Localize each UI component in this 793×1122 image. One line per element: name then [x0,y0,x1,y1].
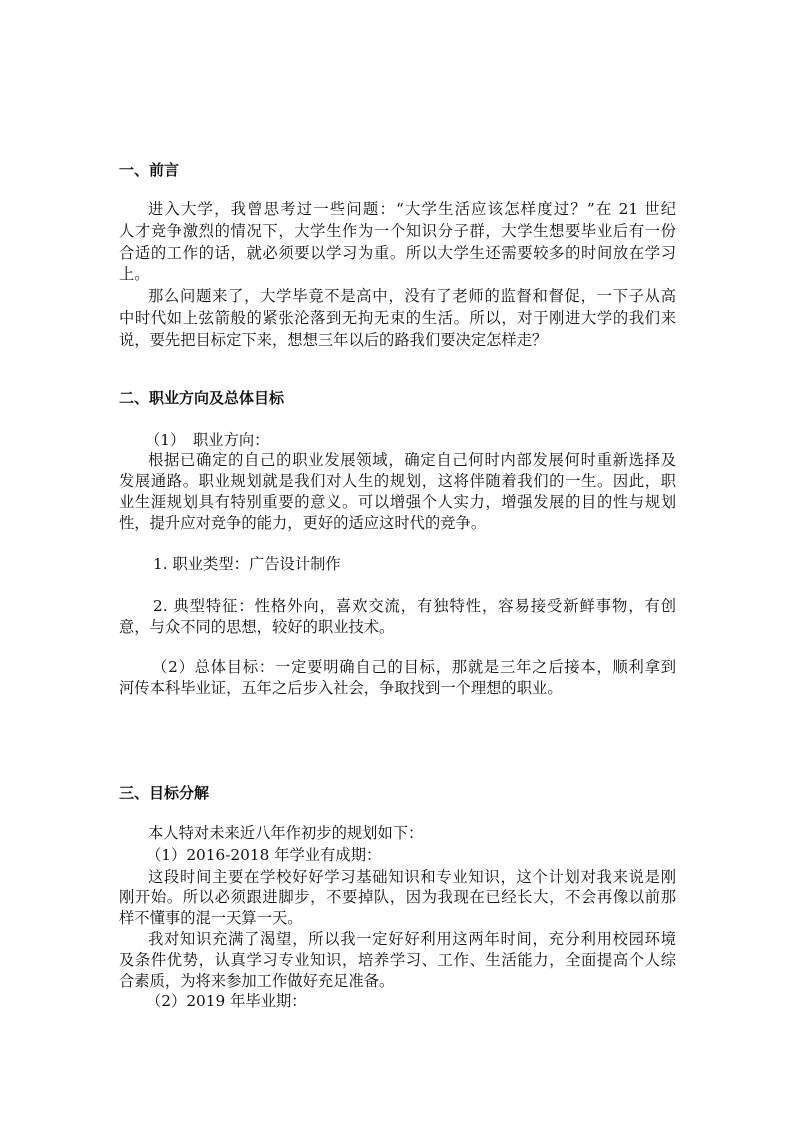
subheading: （2）2019 年毕业期： [146,992,307,1010]
paragraph-line: 业生涯规划具有特别重要的意义。可以增强个人实力，增强发展的目的性与规划 [119,493,676,511]
paragraph-line: 人才竞争激烈的情况下，大学生作为一个知识分子群，大学生想要毕业后有一份 [119,222,676,240]
paragraph-line: 说，要先把目标定下来，想想三年以后的路我们要决定怎样走？ [119,331,548,349]
paragraph-line: 进入大学，我曾思考过一些问题：“大学生活应该怎样度过？”在 21 世纪 [148,200,676,218]
subheading: （2）总体目标：一定要明确自己的目标，那就是三年之后接本，顺利拿到 [152,658,676,676]
paragraph-line: 根据已确定的自己的职业发展领域，确定自己何时内部发展何时重新选择及 [148,451,676,469]
paragraph-line: 河传本科毕业证，五年之后步入社会，争取找到一个理想的职业。 [119,679,563,697]
paragraph-line: 中时代如上弦箭般的紧张沦落到无拘无束的生活。所以，对于刚进大学的我们来 [119,309,676,327]
paragraph-line: 刚开始。所以必须跟进脚步，不要掉队，因为我现在已经长大，不会再像以前那 [119,888,676,906]
subheading: （1） 职业方向： [145,431,270,449]
paragraph-line: 上。 [119,265,150,283]
section-heading: 二、职业方向及总体目标 [119,389,285,407]
paragraph-line: 这段时间主要在学校好好学习基础知识和专业知识，这个计划对我来说是刚 [148,868,676,886]
paragraph-line: 我对知识充满了渴望，所以我一定好好利用这两年时间，充分利用校园环境 [148,930,676,948]
list-item: 2. 典型特征：性格外向，喜欢交流，有独特性，容易接受新鲜事物，有创 [153,597,676,615]
list-item-line: 意，与众不同的思想，较好的职业技术。 [119,618,395,636]
subheading: （1）2016-2018 年学业有成期： [146,846,382,864]
paragraph-line: 那么问题来了，大学毕竟不是高中，没有了老师的监督和督促，一下子从高 [148,287,676,305]
list-item: 1. 职业类型：广告设计制作 [153,555,341,573]
paragraph-line: 合适的工作的话，就必须要以学习为重。所以大学生还需要较多的时间放在学习 [119,244,676,262]
section-heading: 一、前言 [119,161,180,179]
paragraph-line: 合素质，为将来参加工作做好充足准备。 [119,972,395,990]
paragraph-line: 样不懂事的混一天算一天。 [119,909,303,927]
paragraph-line: 发展通路。职业规划就是我们对人生的规划，这将伴随着我们的一生。因此，职 [119,472,676,490]
section-heading: 三、目标分解 [119,784,210,802]
paragraph-line: 性，提升应对竞争的能力，更好的适应这时代的竞争。 [119,514,487,532]
paragraph-line: 及条件优势，认真学习专业知识，培养学习、工作、生活能力，全面提高个人综 [119,951,676,969]
paragraph-line: 本人特对未来近八年作初步的规划如下： [148,824,424,842]
